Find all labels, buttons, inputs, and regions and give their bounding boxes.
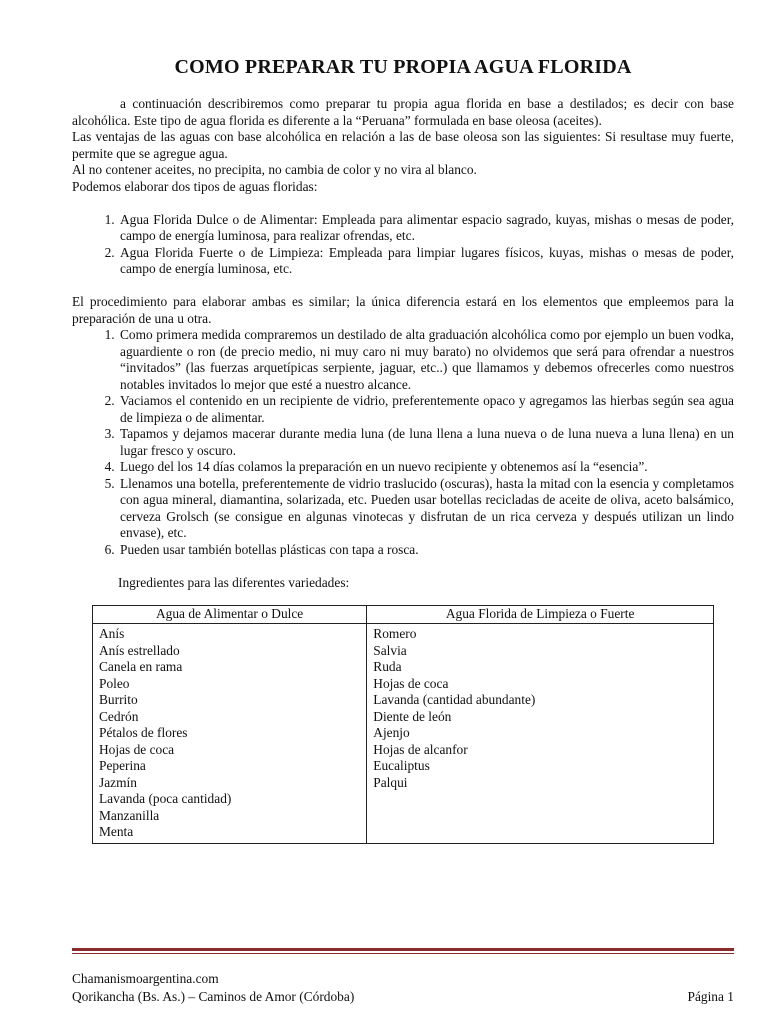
- list-item: Canela en rama: [99, 659, 183, 674]
- table-header-row: [93, 606, 714, 624]
- list-item: Poleo: [99, 675, 130, 691]
- intro-paragraph-2: Las ventajas de las aguas con base alcohólica en relación a las de base oleosa son las siguientes: Si resultase muy fuerte, permite que se agregue agua.: [72, 129, 734, 161]
- list-item: Hojas de alcanfor: [373, 741, 468, 757]
- dulce-column: [93, 624, 367, 844]
- list-item: 3. Tapamos y dejamos macerar durante media luna (de luna llena a luna nueva o de luna nueva a luna llena) en un lugar fresco y oscuro.: [118, 426, 734, 459]
- types-list: [72, 212, 734, 278]
- list-item: Lavanda (cantidad abundante): [373, 692, 536, 707]
- list-item: Eucaliptus: [373, 758, 430, 773]
- list-item: Cedrón: [99, 708, 139, 724]
- ingredients-title: Ingredientes para las diferentes variedades:: [118, 574, 350, 590]
- list-item: Salvia: [373, 642, 407, 658]
- header-dulce: Agua de Alimentar o Dulce: [93, 606, 367, 624]
- list-item: 4. Luego del los 14 días colamos la preparación en un nuevo recipiente y obtenemos así la “esencia”.: [118, 459, 734, 476]
- intro-paragraph-1: a continuación describiremos como preparar tu propia agua florida en base a destilados; es decir con base alcohólica. Este tipo de agua florida es diferente a la “Peruana” formulada en base oleosa (aceites).: [72, 96, 734, 128]
- list-item: Burrito: [99, 692, 138, 707]
- fuerte-column: [367, 624, 714, 844]
- ingredients-table: [92, 605, 714, 844]
- list-item: Palqui: [373, 774, 408, 790]
- header-fuerte: Agua Florida de Limpieza o Fuerte: [367, 606, 714, 624]
- list-item: Anís estrellado: [99, 642, 180, 658]
- list-item: Ruda: [373, 659, 402, 674]
- list-item: Anís: [99, 626, 125, 641]
- document-body: [72, 96, 734, 844]
- list-item: Pétalos de flores: [99, 725, 188, 740]
- page-number: Página 1: [687, 989, 734, 1004]
- steps-list: [72, 327, 734, 558]
- list-item: Hojas de coca: [99, 741, 175, 757]
- list-item: Manzanilla: [99, 807, 160, 823]
- list-item: 2. Vaciamos el contenido en un recipiente de vidrio, preferentemente opaco y agregamos las hierbas según sea agua de limpieza o de alimentar.: [118, 393, 734, 426]
- list-item: Romero: [373, 626, 417, 641]
- list-item: Lavanda (poca cantidad): [99, 791, 232, 806]
- list-item: Jazmín: [99, 774, 137, 790]
- page-title: COMO PREPARAR TU PROPIA AGUA FLORIDA: [174, 56, 632, 78]
- intro-paragraph-3: Al no contener aceites, no precipita, no cambia de color y no vira al blanco.: [72, 162, 477, 177]
- page-footer: [72, 970, 734, 1006]
- list-item: Hojas de coca: [373, 675, 449, 691]
- list-item: 2. Agua Florida Fuerte o de Limpieza: Empleada para limpiar lugares físicos, kuyas, mishas o mesas de poder, campo de energía luminosa, etc.: [118, 245, 734, 278]
- footer-site: Chamanismoargentina.com: [72, 971, 219, 986]
- list-item: 6. Pueden usar también botellas plásticas con tapa a rosca.: [118, 542, 734, 559]
- list-item: 5. Llenamos una botella, preferentemente de vidrio traslucido (oscuras), hasta la mitad con la esencia y completamos con agua mineral, diamantina, solarizada, etc. Pueden usar botellas recicladas de aceite de oliva, aceto balsámico, cerveza Grolsch (se consigue en algunas vinotecas y disfrutan de un rica cerveza y después utilizan un lindo envase), etc.: [118, 476, 734, 542]
- footer-location: Qorikancha (Bs. As.) – Caminos de Amor (Córdoba): [72, 989, 355, 1004]
- table-row: [93, 624, 714, 844]
- footer-divider-thin: [72, 953, 734, 954]
- list-item: 1. Como primera medida compraremos un destilado de alta graduación alcohólica como por ejemplo un buen vodka, aguardiente o ron (de precio medio, ni muy caro ni muy barato) no olvidemos que será para ofrendar a nuestros “invitados” (las fuerzas arquetípicas serpiente, jaguar, etc..) que llamamos y debemos ofrecerles como nuestros notables invitados lo mejor que esté a nuestro alcance.: [118, 327, 734, 393]
- list-item: Ajenjo: [373, 725, 410, 740]
- footer-divider: [72, 948, 734, 951]
- list-item: Menta: [99, 824, 134, 839]
- list-item: 1. Agua Florida Dulce o de Alimentar: Empleada para alimentar espacio sagrado, kuyas, mishas o mesas de poder, campo de energía luminosa, para realizar ofrendas, etc.: [118, 212, 734, 245]
- procedure-intro: El procedimiento para elaborar ambas es similar; la única diferencia estará en los elementos que empleemos para la preparación de una u otra.: [72, 294, 734, 326]
- list-item: Peperina: [99, 758, 146, 773]
- list-item: Diente de león: [373, 708, 452, 724]
- intro-paragraph-4: Podemos elaborar dos tipos de aguas floridas:: [72, 178, 318, 194]
